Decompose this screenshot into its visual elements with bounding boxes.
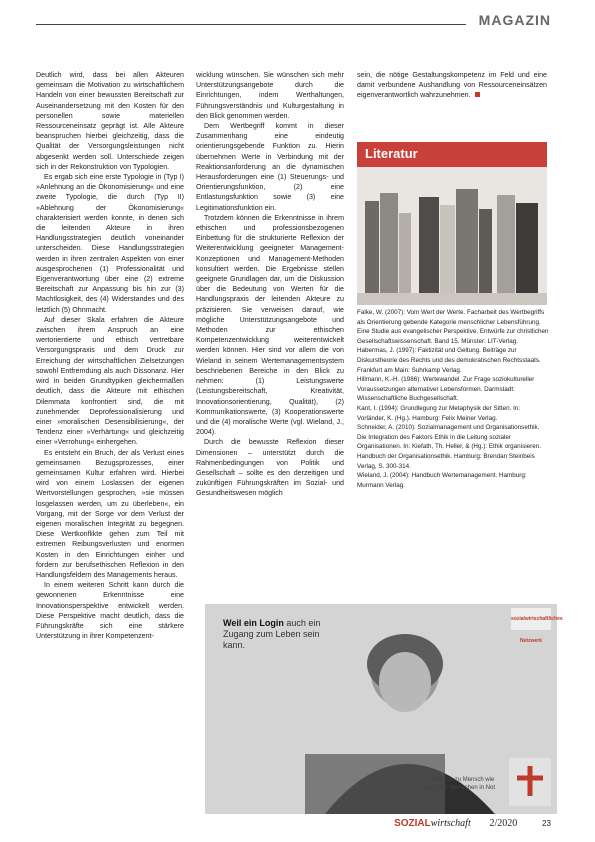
reference-list — [357, 308, 549, 490]
book-image — [456, 189, 478, 293]
magazine-name-bold: SOZIAL — [394, 818, 431, 829]
reference-entry: Habermas, J. (1997): Faktizität und Geltung. Beiträge zur Diskurstheorie des Rechts und des demokratischen Rechtsstaats. Frankfurt am Main: Suhrkamp Verlag. — [357, 347, 541, 374]
paragraph: Auf dieser Skala erfahren die Akteure zwischen ihrem Anspruch an eine wertorientierte und ethisch vertretbare Versorgungspraxis und dem Druck zur Erreichung der wirtschaftlichen Zielsetzungen sowohl Entfremdung als auch Dissonanz. Hier wird in beiden Grundtypiken gleichermaßen deutlich, dass die Akteure mit ethischen Dilemmata konfrontiert sind, die mit zunehmender Deprofessionalisierung und einer »moralischen Desensibilisierung«, der Tendenz einer »Verhärtung« und gleichzeitig einer »Verrohung« einhergehen. — [36, 315, 184, 447]
advertisement[interactable] — [205, 604, 563, 814]
closing-paragraph: sein, die nötige Gestaltungskompetenz im Feld und eine damit verbundene Aushandlung von Ressourceneinsätzen eigenverantwortlich wahrzunehmen. — [357, 71, 547, 100]
reference-entry: Kant, I. (1994): Grundlegung zur Metaphysik der Sitten. In: Vorländer, K. (Hg.). Hamburg: Felix Meiner Verlag. — [357, 404, 521, 422]
advert-headline — [223, 618, 333, 651]
page-number: 23 — [542, 819, 551, 828]
header-rule — [36, 24, 466, 25]
advert-headline-rest: auch ein Zugang zum Leben sein kann. — [223, 618, 321, 650]
paragraph: Dem Wertbegriff kommt in dieser Zusammenhang eine eindeutig orientierungsgebende Funktion zu. Hierin übernehmen Werte in Verbindung mit der Reaktionsanforderung an die dynamischen Herausforderungen eine (1) Steuerungs- und Orientierungsfunktion, (2) eine Entlastungsfunktion sowie (3) eine Legitimationsfunktion ein. — [196, 122, 344, 212]
paragraph: Deutlich wird, dass bei allen Akteuren gemeinsam die Motivation zu wirtschaftlichem Handeln von einer bewussten Bereitschaft zur Auseinandersetzung mit den Kosten für den personellen sowie materiellen Ressourceneinsatz geprägt ist. Alle Akteure beanspruchen hierbei gleichzeitig, dass die Qualität der Versorgungsleistungen nicht abgesenkt werden soll. Unterschiede zeigen sich in der Rekonstruktion von Typologien. — [36, 71, 184, 171]
literature-title: Literatur — [365, 146, 418, 161]
reference-entry: Wieland, J. (2004): Handbuch Wertemanagement. Hamburg: Murmann Verlag. — [357, 472, 527, 489]
book-image — [419, 197, 439, 293]
book-image — [399, 213, 411, 293]
reference-entry: Falke, W. (2007): Vom Wert der Werte. Facharbeit des Wertbegriffs als Orientierung gebende Kategorie menschlicher Lebensführung. Eine Studie aus evangelischer Perspektive. Entwürfe zur christlichen Gesellschaftswissenschaft. Band 15. Münster: LIT-Verlag. — [357, 309, 549, 345]
book-image — [479, 209, 492, 293]
paragraph: Trotzdem können die Erkenntnisse in ihrem ethischen und professionsbezogenen Einbettung für die strukturierte Reflexion der Weiterentwicklung geeigneter Management-Konzeptionen und Management-Methoden konsultiert werden. Die Ergebnisse stellen geeignete Grundlagen dar, um die Diskussion über die Bedeutung von Werten für die Handlungspraxis der leitenden Akteure zu präzisieren. Sie verweisen darauf, wie mögliche Unterstützungsangebote und Methoden zur ethischen Kompetenzentwicklung weiterentwickelt werden können. Hier sind vor allem die von Wieland in seinem Wertemanagementsystem beschriebenen Bereiche in den Blick zu nehmen: (1) Leistungswerte (Leistungsbereitschaft, Kreativität, Innovationsorientierung, Qualität), (2) Kommunikationswerte, (3) Kooperationswerte und die (4) moralische Werte (vgl. Wieland, J., 2004). — [196, 213, 344, 437]
reference-entry: Schneider, A. (2010): Sozialmanagement und Organisationsethik. Die Integration des Faktors Ethik in die Leitung sozialer Organisationen. In: Kiefath, Th. Heller, & (Hg.): Ethik organisieren. Handbuch der Organisationsethik. Hamburg: Brendan Steinbeis Verlag, S. 300-314. — [357, 424, 541, 470]
paragraph: In einem weiteren Schritt kann durch die gewonnenen Erkenntnisse eine Innovationsperspektive entwickelt werden. Diese Perspektive macht deutlich, dass die Führungskräfte sich eine stärkere Unterstützung in ihrer Kompetenzent- — [36, 581, 184, 641]
paragraph: Durch die bewusste Reflexion dieser Dimensionen – unterstützt durch die Rahmenbedingungen von Politik und Gesellschaft – sollte es den derzeitigen und zukünftigen Führungskräften im Sozial- und Gesundheitswesen möglich — [196, 438, 344, 498]
book-image — [380, 193, 398, 293]
literature-header — [357, 142, 547, 167]
article-column-1 — [36, 70, 184, 641]
reference-entry: Hillmann, K.-H. (1986): Wertewandel. Zur Frage soziokultureller Voraussetzungen alternativer Lebensformen. Darmstadt: Wissenschaftliche Buchgesellschaft. — [357, 376, 535, 403]
magazine-name — [394, 818, 471, 829]
book-image — [516, 203, 538, 293]
book-image — [365, 201, 379, 293]
paragraph: Es entsteht ein Bruch, der als Verlust eines gemeinsamen Bezugsprozesses, einer gemeinsamen Kultur erfahren wird. Hierbei wird von einem Loslassen der eigenen Wertvorstellungen gesprochen, »sie müssen losgelassen werden, um zu überleben«, ein Vorgang, mit der Sorge vor dem Verlust der eigenen moralischen Integrität zu begegnen. Diese Wertkonflikte gehen zum Teil mit extremen Reibungsverlusten und enormen Kosten in den Einrichtungen einher und fordern zur berufsethischen Reflexion in den Handlungsfeldern des Managements heraus. — [36, 448, 184, 579]
page-footer — [394, 818, 551, 829]
advert-headline-bold: Weil ein Login — [223, 618, 284, 628]
article-column-2 — [196, 70, 344, 499]
book-image — [440, 205, 455, 293]
advert-subtext: Von Mensch zu Mensch wie es geht für Menschen in Not — [420, 777, 496, 791]
advert-logo: sozialwirtschaftliches Netzwerk — [511, 608, 551, 630]
issue-number: 2/2020 — [489, 818, 518, 829]
shelf — [357, 293, 547, 305]
paragraph: Es ergab sich eine erste Typologie in (Typ I) »Anlehnung an die Ökonomisierung« und eine zweite Typologie, die durch (Typ II) »Ablehnung der Ökonomisierung« charakterisiert werden konnte, in denen sich die leitenden Akteure in ihren Handlungsstrategien deutlich voneinander unterscheiden. Diese Handlungsstrategien werden in ihren zentralen Aspekten von einer ausgesprochenen (1) Professionalität und Eigenverantwortung über eine (2) extreme Bereitschaft zur Anpassung bis hin zur (3) Machtlosigkeit, des (4) Widerstandes und des letztlich (5) Ohnmacht. — [36, 173, 184, 314]
magazine-name-italic: wirtschaft — [430, 818, 471, 829]
caritas-logo-icon — [509, 758, 551, 806]
end-of-article-marker — [475, 92, 480, 97]
article-column-3 — [357, 70, 547, 101]
book-image — [497, 195, 515, 293]
paragraph: wicklung wünschen. Sie wünschen sich mehr Unterstützungsangebote durch die Einrichtungen, indem Werthaltungen, Führungsverständnis und Kulturgestaltung in den Blick genommen werden. — [196, 71, 344, 120]
section-title: MAGAZIN — [478, 12, 551, 28]
books-photo — [357, 167, 547, 305]
